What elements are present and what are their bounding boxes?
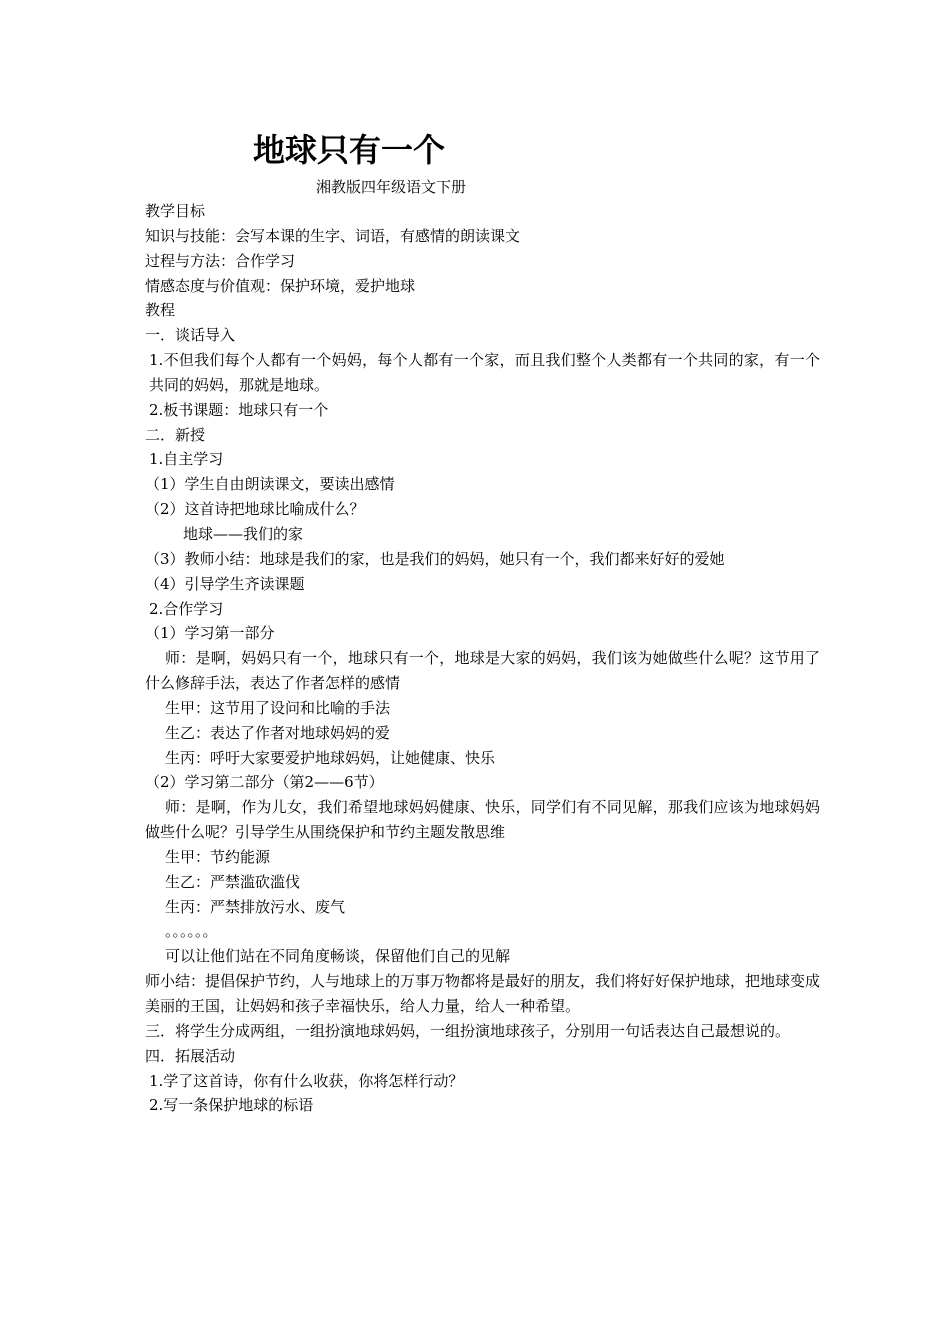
paragraph: 1.不但我们每个人都有一个妈妈，每个人都有一个家，而且我们整个人类都有一个共同的家，有一个共同的妈妈，那就是地球。 <box>149 351 820 394</box>
paragraph: 可以让他们站在不同角度畅谈，保留他们自己的见解 <box>165 947 511 966</box>
paragraph: 1.学了这首诗，你有什么收获，你将怎样行动？ <box>149 1071 464 1090</box>
paragraph: 地球——我们的家 <box>183 524 304 543</box>
objective-attitude: 情感态度与价值观：保护环境，爱护地球 <box>145 276 416 295</box>
document-subtitle: 湘教版四年级语文下册 <box>316 178 467 196</box>
step-heading-3: 三．将学生分成两组，一组扮演地球妈妈，一组扮演地球孩子，分别用一句话表达自己最想说的。 <box>145 1021 791 1040</box>
paragraph: 。。。。。。 <box>165 922 218 941</box>
paragraph: 生乙：严禁滥砍滥伐 <box>165 872 301 891</box>
paragraph: 2.写一条保护地球的标语 <box>149 1096 314 1115</box>
paragraph: 师：是啊，作为儿女，我们希望地球妈妈健康、快乐，同学们有不同见解，那我们应该为地球妈妈做些什么呢？引导学生从围绕保护和节约主题发散思维 <box>145 798 820 842</box>
paragraph: （2）学习第二部分（第2——6节） <box>145 773 384 792</box>
step-heading-1: 一．谈话导入 <box>145 326 236 345</box>
paragraph: 生丙：呼吁大家要爱护地球妈妈，让她健康、快乐 <box>165 748 496 767</box>
section-heading-objectives: 教学目标 <box>145 202 206 220</box>
paragraph: 2.合作学习 <box>149 599 224 618</box>
paragraph: 师小结：提倡保护节约，人与地球上的万事万物都将是最好的朋友，我们将好好保护地球，把地球变成美丽的王国，让妈妈和孩子幸福快乐，给人力量，给人一种希望。 <box>145 972 821 1015</box>
paragraph: （2）这首诗把地球比喻成什么？ <box>145 500 365 519</box>
objective-process: 过程与方法：合作学习 <box>145 251 296 270</box>
step-heading-2: 二．新授 <box>145 425 206 444</box>
objective-knowledge: 知识与技能：会写本课的生字、词语，有感情的朗读课文 <box>145 226 521 245</box>
document-title: 地球只有一个 <box>253 131 446 169</box>
paragraph: 生甲：这节用了设问和比喻的手法 <box>165 698 391 717</box>
paragraph: 2.板书课题：地球只有一个 <box>149 400 329 419</box>
paragraph: 生乙：表达了作者对地球妈妈的爱 <box>165 723 391 742</box>
section-heading-procedure: 教程 <box>145 301 176 320</box>
paragraph: 1.自主学习 <box>149 450 224 469</box>
paragraph: （3）教师小结：地球是我们的家，也是我们的妈妈，她只有一个，我们都来好好的爱她 <box>145 549 725 568</box>
paragraph: （1）学习第一部分 <box>145 624 275 643</box>
paragraph: 师：是啊，妈妈只有一个，地球只有一个，地球是大家的妈妈，我们该为她做些什么呢？这节用了什么修辞手法，表达了作者怎样的感情 <box>145 649 820 693</box>
paragraph: 生甲：节约能源 <box>165 847 271 866</box>
paragraph: 生丙：严禁排放污水、废气 <box>165 897 346 916</box>
step-heading-4: 四．拓展活动 <box>145 1046 236 1065</box>
paragraph: （4）引导学生齐读课题 <box>145 574 305 593</box>
document-body <box>145 199 820 1118</box>
paragraph: （1）学生自由朗读课文，要读出感情 <box>145 475 395 494</box>
